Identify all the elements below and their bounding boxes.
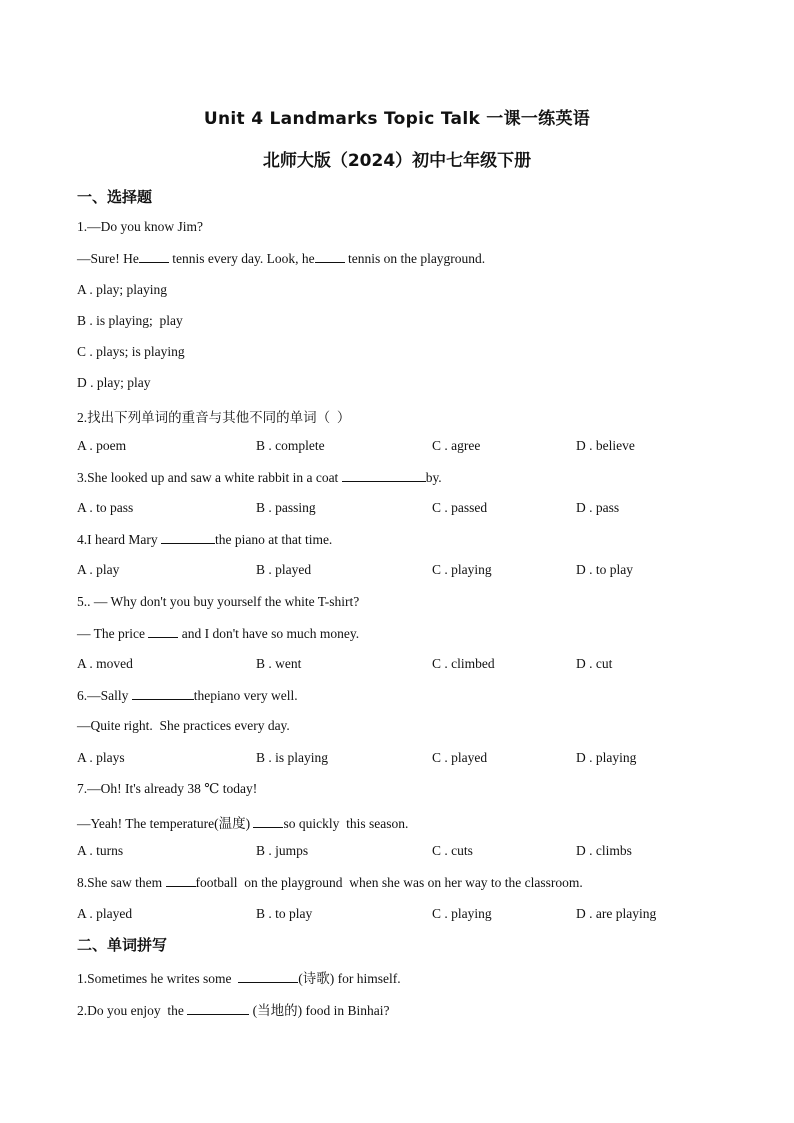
q2-stem: 2.找出下列单词的重音与其他不同的单词（ ） [77,410,351,425]
q3-option-d: D . pass [576,500,620,515]
q8-stem: 8.She saw them football on the playground when she was on her way to the classroom. [77,875,583,890]
q2-option-c: C . agree [432,438,481,453]
q6-option-a: A . plays [77,750,125,765]
q6-option-c: C . played [432,750,488,765]
q7-option-c: C . cuts [432,843,473,858]
answer-blank [315,250,345,263]
document-title: Unit 4 Landmarks Topic Talk 一课一练英语 [203,109,591,129]
q5-option-b: B . went [256,656,302,671]
q4-option-d: D . to play [576,562,633,577]
q8-option-a: A . played [77,906,133,921]
answer-blank [166,874,196,887]
q2-option-b: B . complete [256,438,325,453]
q8-option-c: C . playing [432,906,492,921]
q8-option-d: D . are playing [576,906,657,921]
q6-option-b: B . is playing [256,750,329,765]
section-heading-spelling: 二、单词拼写 [77,936,168,954]
q3-option-a: A . to pass [77,500,134,515]
document-subtitle: 北师大版（2024）初中七年级下册 [262,151,532,171]
answer-blank [139,250,169,263]
q2-option-a: A . poem [77,438,127,453]
q5-dialog: — The price and I don't have so much money. [77,626,360,641]
answer-blank [342,469,426,482]
q7-option-b: B . jumps [256,843,309,858]
q8-option-b: B . to play [256,906,313,921]
q1-option-d: D . play; play [77,375,151,390]
q4-option-a: A . play [77,562,120,577]
q1-stem: 1.—Do you know Jim? [77,219,203,234]
q6-dialog: —Quite right. She practices every day. [77,718,290,733]
q4-option-b: B . played [256,562,312,577]
q5-option-d: D . cut [576,656,613,671]
q7-stem: 7.—Oh! It's already 38 ℃ today! [77,781,258,796]
q7-option-a: A . turns [77,843,124,858]
q4-option-c: C . playing [432,562,492,577]
q1-option-c: C . plays; is playing [77,344,185,359]
answer-blank [132,687,194,700]
answer-blank [187,1002,249,1015]
section-heading-choice: 一、选择题 [77,188,153,206]
q5-stem: 5.. — Why don't you buy yourself the white T-shirt? [77,594,360,609]
q4-stem: 4.I heard Mary the piano at that time. [77,532,333,547]
q5-option-a: A . moved [77,656,133,671]
answer-blank [161,531,215,544]
q1-option-b: B . is playing; play [77,313,183,328]
answer-blank [253,815,283,828]
q2-option-d: D . believe [576,438,635,453]
q6-option-d: D . playing [576,750,637,765]
q3-option-c: C . passed [432,500,488,515]
q1-dialog: —Sure! He tennis every day. Look, he tennis on the playground. [77,251,486,266]
answer-blank [238,970,298,983]
q6-stem: 6.—Sally thepiano very well. [77,688,298,703]
q3-stem: 3.She looked up and saw a white rabbit in a coat by. [77,470,442,485]
q1-option-a: A . play; playing [77,282,167,297]
q5-option-c: C . climbed [432,656,495,671]
q7-dialog: —Yeah! The temperature(温度) so quickly this season. [77,816,409,831]
q3-option-b: B . passing [256,500,316,515]
spelling-item-2: 2.Do you enjoy the (当地的) food in Binhai? [77,1003,390,1018]
q7-option-d: D . climbs [576,843,632,858]
answer-blank [148,625,178,638]
spelling-item-1: 1.Sometimes he writes some (诗歌) for himself. [77,971,401,986]
